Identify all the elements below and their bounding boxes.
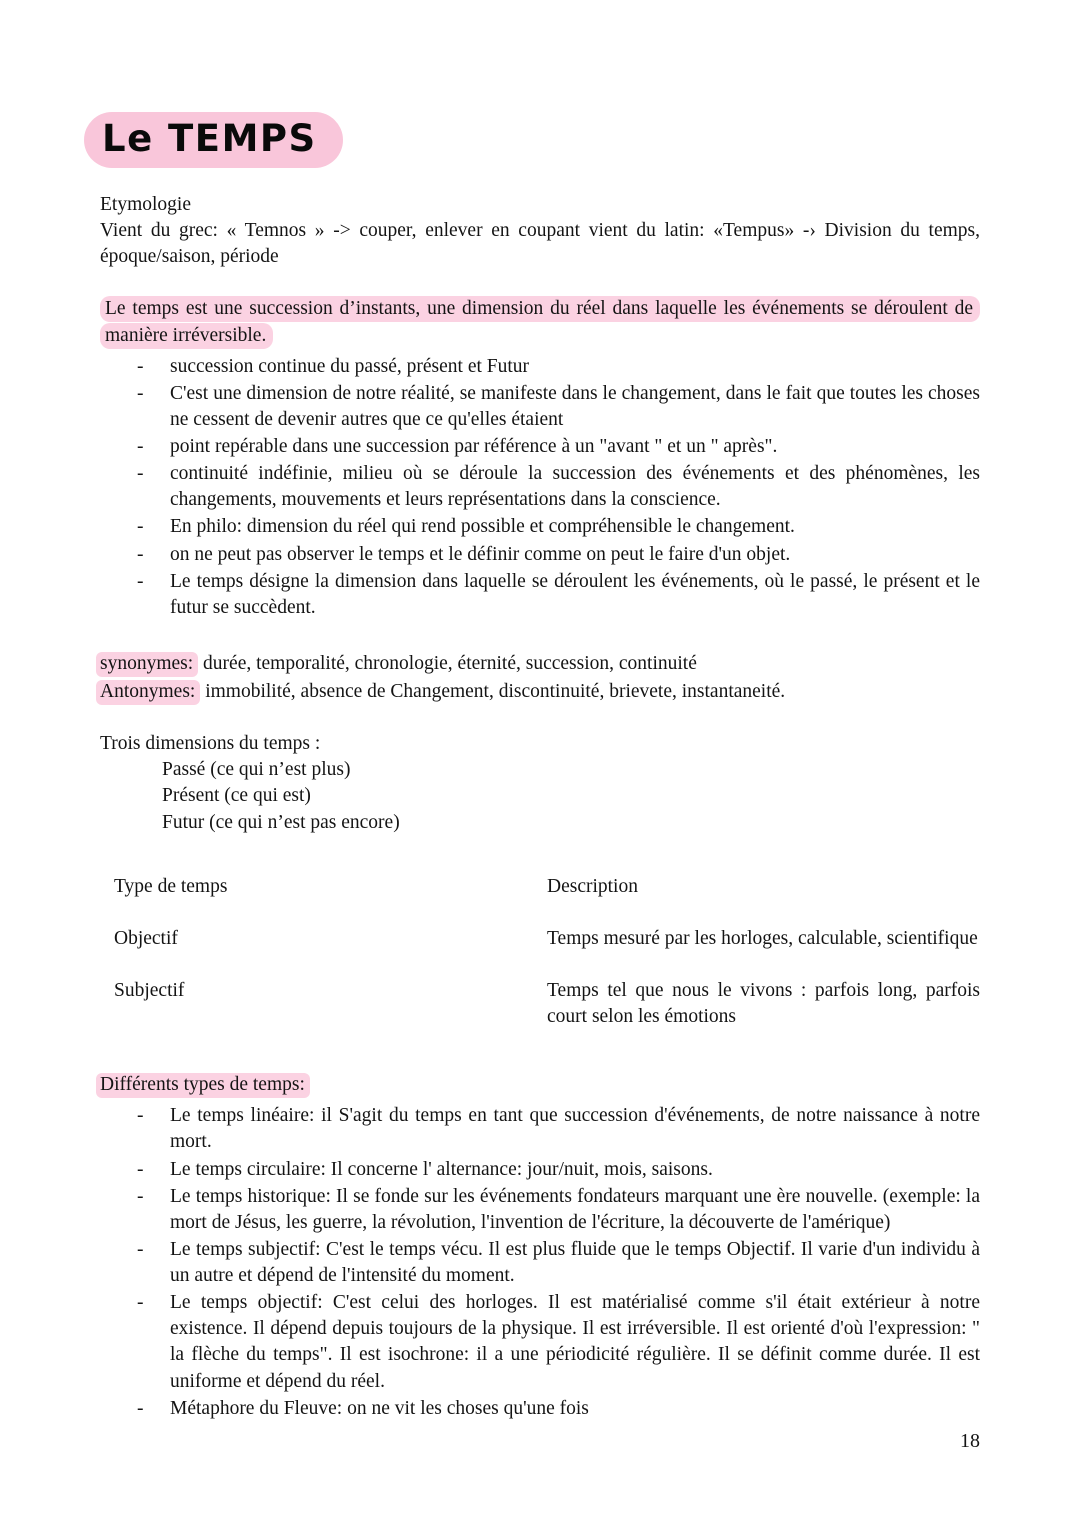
dimensions-list	[100, 757, 980, 835]
synonyms-text: durée, temporalité, chronologie, éternité, succession, continuité	[203, 652, 697, 674]
dimension-item: Présent (ce qui est)	[162, 785, 311, 807]
types-heading	[100, 1072, 980, 1098]
type-bullet: - Le temps circulaire: Il concerne l' alternance: jour/nuit, mois, saisons.	[170, 1157, 980, 1183]
types-bullet-list	[100, 1103, 980, 1422]
page-title: Le TEMPS	[84, 112, 343, 168]
type-bullet: - Métaphore du Fleuve: on ne vit les choses qu'une fois	[170, 1396, 980, 1422]
dimension-item: Passé (ce qui n’est plus)	[162, 759, 351, 781]
definition-bullet: - En philo: dimension du réel qui rend possible et compréhensible le changement.	[170, 514, 980, 540]
definition-highlight: Le temps est une succession d’instants, une dimension du réel dans laquelle les événements se déroulent de manière irréversible.	[100, 296, 980, 348]
type-bullet: - Le temps objectif: C'est celui des horloges. Il est matérialisé comme s'il était extérieur à notre existence. Il dépend depuis toujours de la physique. Il est irréversible. Il est orienté d'où l'expression: " la flèche du temps". Il est isochrone: il a une périodicité régulière. Il se définit comme durée. Il est uniforme et dépend du réel.	[170, 1290, 980, 1395]
page-number: 18	[960, 1430, 980, 1452]
definition-bullet: - on ne peut pas observer le temps et le définir comme on peut le faire d'un objet.	[170, 542, 980, 568]
definition-bullet: - succession continue du passé, présent et Futur	[170, 354, 980, 380]
synonyms-line	[100, 651, 980, 677]
definition-paragraph	[100, 296, 980, 348]
table-cell-description: Temps mesuré par les horloges, calculable, scientifique	[547, 927, 978, 949]
type-bullet: - Le temps linéaire: il S'agit du temps en tant que succession d'événements, de notre naissance à notre mort.	[170, 1103, 980, 1155]
types-heading-highlight: Différents types de temps:	[96, 1073, 310, 1098]
definition-bullet-list	[100, 354, 980, 621]
time-types-table	[114, 874, 980, 1031]
type-bullet: - Le temps historique: Il se fonde sur les événements fondateurs marquant une ère nouvelle. (exemple: la mort de Jésus, les guerre, la révolution, l'invention de l'écriture, la découverte de l'amérique)	[170, 1184, 980, 1236]
antonyms-label: Antonymes:	[96, 680, 200, 705]
table-header-description: Description	[547, 875, 638, 897]
dimension-item: Futur (ce qui n’est pas encore)	[162, 811, 400, 833]
etymology-body: Vient du grec: « Temnos » -> couper, enlever en coupant vient du latin: «Tempus» -› Division du temps, époque/saison, période	[100, 220, 980, 268]
antonyms-line	[100, 679, 980, 705]
definition-bullet: - point repérable dans une succession par référence à un "avant " et un " après".	[170, 434, 980, 460]
table-cell-type: Subjectif	[114, 979, 185, 1001]
antonyms-text: immobilité, absence de Changement, discontinuité, brievete, instantaneité.	[205, 681, 786, 702]
table-header-type: Type de temps	[114, 875, 228, 897]
definition-bullet: - Le temps désigne la dimension dans laquelle se déroulent les événements, où le passé, le présent et le futur se succèdent.	[170, 569, 980, 621]
table-cell-type: Objectif	[114, 927, 178, 949]
dimensions-heading: Trois dimensions du temps :	[100, 733, 321, 755]
etymology-heading: Etymologie	[100, 194, 191, 215]
definition-bullet: - continuité indéfinie, milieu où se déroule la succession des événements et des phénomènes, les changements, mouvements et leurs représentations dans la conscience.	[170, 461, 980, 513]
definition-bullet: - C'est une dimension de notre réalité, se manifeste dans le changement, dans le fait que toutes les choses ne cessent de devenir autres que ce qu'elles étaient	[170, 381, 980, 433]
synonyms-label: synonymes:	[96, 652, 198, 677]
title-row	[84, 112, 980, 168]
table-cell-description: Temps tel que nous le vivons : parfois long, parfois court selon les émotions	[547, 979, 980, 1027]
type-bullet: - Le temps subjectif: C'est le temps vécu. Il est plus fluide que le temps Objectif. Il varie d'un individu à un autre et dépend de l'intensité du moment.	[170, 1237, 980, 1289]
